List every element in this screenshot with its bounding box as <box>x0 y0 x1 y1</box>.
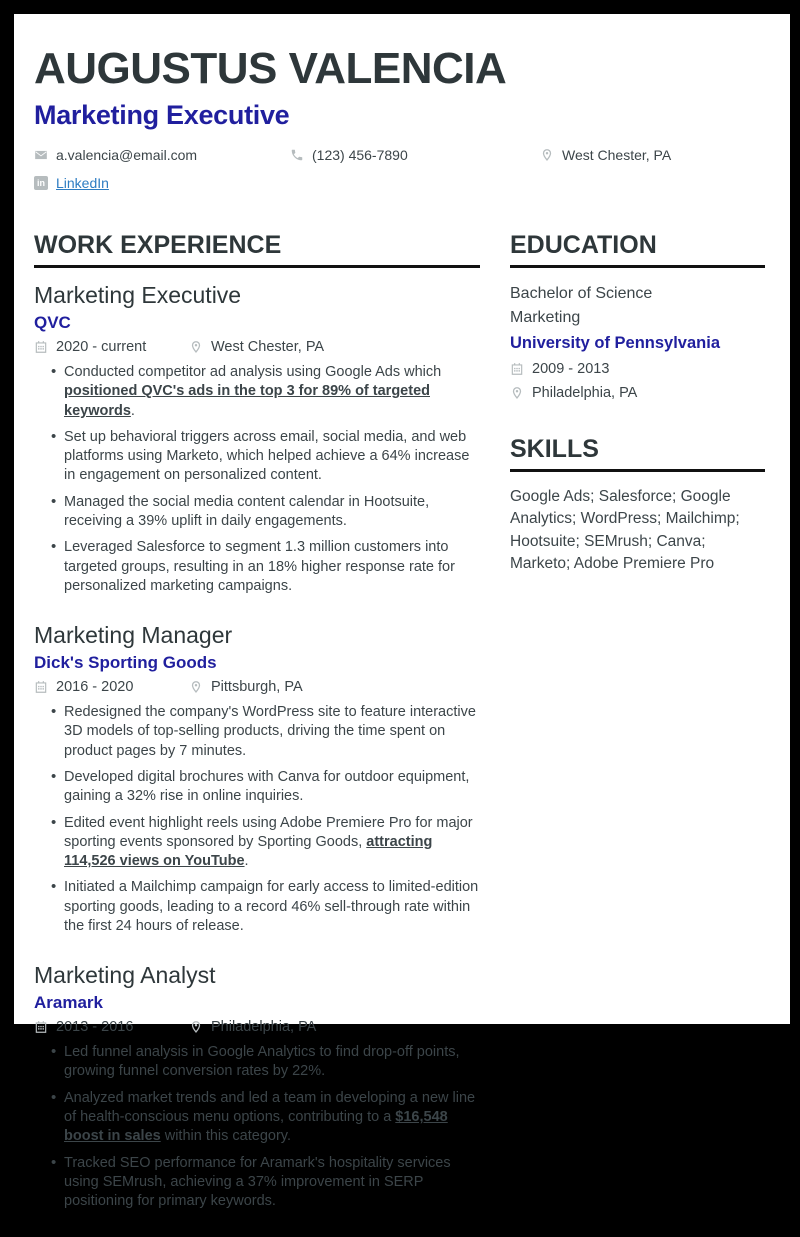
job-bullets <box>34 703 480 936</box>
job-title: Marketing Manager <box>34 622 233 649</box>
phone-icon <box>290 148 304 162</box>
education-dates: 2009 - 2013 <box>510 361 765 377</box>
bullet-item: • Redesigned the company's WordPress site to feature interactive 3D models of top-selling products, driving the time spent on product pages by 7 minutes. <box>64 703 480 761</box>
contact-email: a.valencia@email.com <box>34 147 290 163</box>
education-location: Philadelphia, PA <box>510 385 765 401</box>
location-pin-icon <box>189 680 203 694</box>
school-name: University of Pennsylvania <box>510 334 720 352</box>
job-entry-qvc <box>34 282 480 596</box>
job-location: Philadelphia, PA <box>189 1019 316 1035</box>
job-meta <box>34 339 480 355</box>
bullet-item: • Leveraged Salesforce to segment 1.3 million customers into targeted groups, resulting in an 18% higher response rate for personalized marketing campaigns. <box>64 538 480 596</box>
skills-heading: SKILLS <box>510 435 765 472</box>
skills-section <box>510 435 765 576</box>
contact-bar <box>34 147 765 191</box>
job-meta <box>34 679 480 695</box>
calendar-icon <box>34 1020 48 1034</box>
location-pin-icon <box>189 340 203 354</box>
calendar-icon <box>34 680 48 694</box>
job-location: Pittsburgh, PA <box>189 679 303 695</box>
degree-field: Marketing <box>510 309 581 326</box>
contact-linkedin <box>34 175 290 191</box>
bullet-item: • Tracked SEO performance for Aramark's hospitality services using SEMrush, achieving a 37% improvement in SERP positioning for primary keywords. <box>64 1154 480 1212</box>
location-pin-icon <box>189 1020 203 1034</box>
company-name: QVC <box>34 313 71 332</box>
job-dates: 2016 - 2020 <box>34 679 189 695</box>
bullet-item: • Managed the social media content calendar in Hootsuite, receiving a 39% uplift in daily engagements. <box>64 493 480 532</box>
job-bullets <box>34 363 480 596</box>
work-experience-heading: WORK EXPERIENCE <box>34 231 480 268</box>
work-experience-section <box>34 231 480 1237</box>
bullet-item: • Set up behavioral triggers across email, social media, and web platforms using Marketo, which helped achieve a 64% increase in engagement on personalized content. <box>64 428 480 486</box>
job-meta <box>34 1019 480 1035</box>
location-pin-icon <box>510 386 524 400</box>
job-entry-aramark <box>34 962 480 1211</box>
job-location: West Chester, PA <box>189 339 324 355</box>
email-icon <box>34 148 48 162</box>
degree: Bachelor of Science <box>510 285 653 302</box>
bullet-item: • Initiated a Mailchimp campaign for early access to limited-edition sporting goods, leading to a record 46% sell-through rate within the first 24 hours of release. <box>64 878 480 936</box>
job-entry-dicks-sporting-goods <box>34 622 480 936</box>
page-title: AUGUSTUS VALENCIA <box>34 44 507 93</box>
company-name: Aramark <box>34 993 103 1013</box>
location-pin-icon <box>540 148 554 162</box>
linkedin-icon: in <box>34 176 48 190</box>
bullet-item: • Edited event highlight reels using Adobe Premiere Pro for major sporting events sponsored by Sporting Goods, attracting 114,526 views on YouTube. <box>64 814 480 872</box>
job-bullets <box>34 1043 480 1211</box>
job-headline: Marketing Executive <box>34 100 290 130</box>
bullet-item: • Analyzed market trends and led a team in developing a new line of health-conscious menu options, contributing to a $16,548 boost in sales within this category. <box>64 1089 480 1147</box>
company-name: Dick's Sporting Goods <box>34 653 217 673</box>
bullet-item: • Led funnel analysis in Google Analytics to find drop-off points, growing funnel conversion rates by 22%. <box>64 1043 480 1082</box>
job-title: Marketing Analyst <box>34 962 216 989</box>
contact-phone: (123) 456-7890 <box>290 147 540 163</box>
skills-list: Google Ads; Salesforce; Google Analytics; WordPress; Mailchimp; Hootsuite; SEMrush; Canva; Marketo; Adobe Premiere Pro <box>510 488 740 573</box>
calendar-icon <box>510 362 524 376</box>
education-section <box>510 231 765 401</box>
bullet-item: • Developed digital brochures with Canva for outdoor equipment, gaining a 32% rise in online inquiries. <box>64 768 480 807</box>
bullet-item: • Conducted competitor ad analysis using Google Ads which positioned QVC's ads in the top 3 for 89% of targeted keywords. <box>64 363 480 421</box>
education-heading: EDUCATION <box>510 231 765 268</box>
job-dates: 2020 - current <box>34 339 189 355</box>
job-dates: 2013 - 2016 <box>34 1019 189 1035</box>
linkedin-link[interactable]: LinkedIn <box>56 175 109 191</box>
job-title: Marketing Executive <box>34 282 242 308</box>
calendar-icon <box>34 340 48 354</box>
contact-location: West Chester, PA <box>540 147 765 163</box>
